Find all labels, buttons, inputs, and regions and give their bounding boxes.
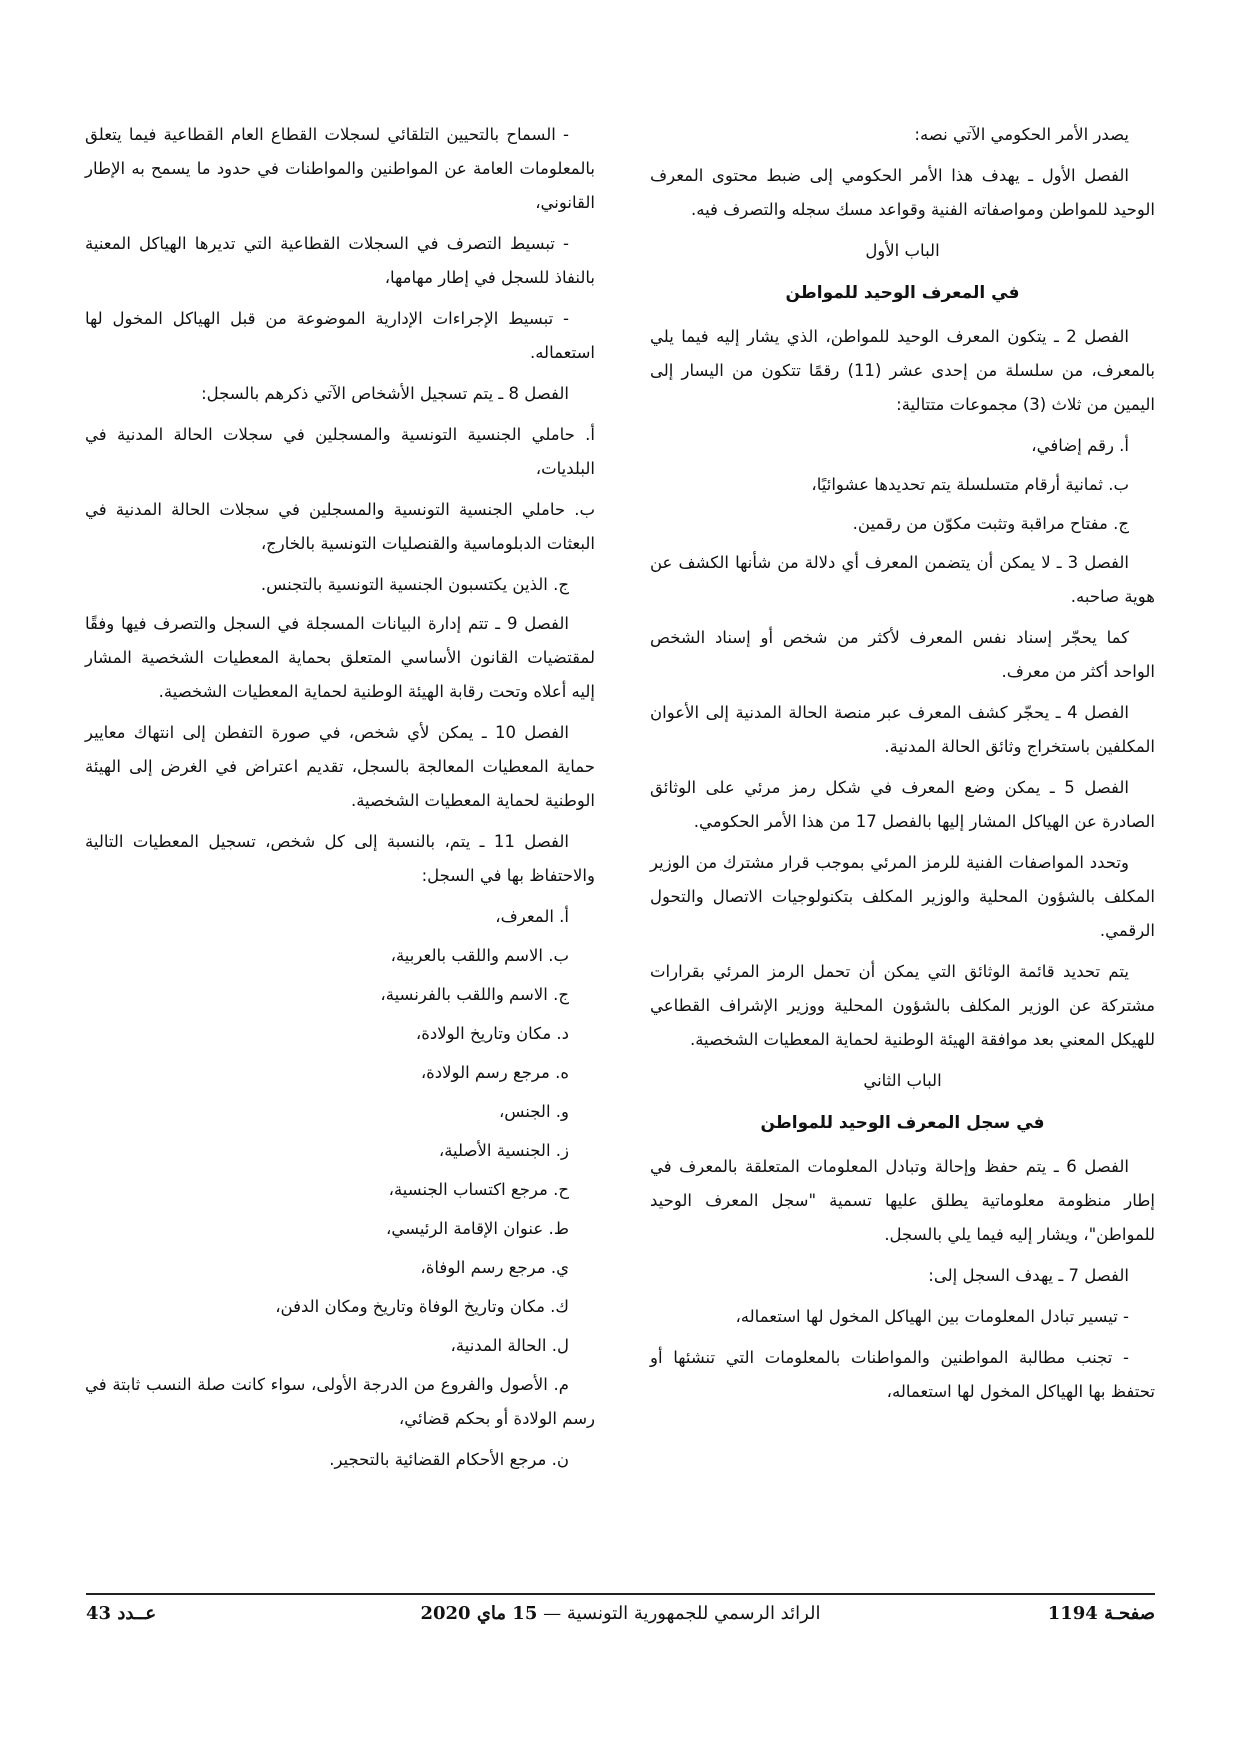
article-5-paragraph-3: يتم تحديد قائمة الوثائق التي يمكن أن تحمل الرمز المرئي بقرارات مشتركة عن الوزير المكلف بالشؤون المحلية ووزير الإشراف القطاعي للهيكل المعني بعد موافقة الهيئة الوطنية لحماية المعطيات الشخصية.	[650, 962, 1155, 1049]
chapter-1-label: الباب الأول	[865, 241, 940, 260]
article-11-item: ح. مرجع اكتساب الجنسية،	[388, 1180, 569, 1199]
article-11-item: د. مكان وتاريخ الولادة،	[415, 1024, 569, 1043]
article-7-item-1: - تيسير تبادل المعلومات بين الهياكل المخول لها استعماله،	[735, 1307, 1129, 1326]
article-11-item-m: م. الأصول والفروع من الدرجة الأولى، سواء كانت صلة النسب ثابتة في رسم الولادة أو بحكم قضائي،	[85, 1375, 595, 1428]
footer-issue-number: عــدد 43	[86, 1603, 157, 1624]
decree-intro: يصدر الأمر الحكومي الآتي نصه:	[914, 125, 1129, 144]
article-2-item-b: ب. ثمانية أرقام متسلسلة يتم تحديدها عشوائيًا،	[811, 475, 1129, 494]
article-2-item-a: أ. رقم إضافي،	[1031, 436, 1129, 455]
article-11-item: ط. عنوان الإقامة الرئيسي،	[386, 1219, 569, 1238]
article-9: الفصل 9 ـ تتم إدارة البيانات المسجلة في السجل والتصرف فيها وفقًا لمقتضيات القانون الأساسي المتعلق بحماية المعطيات الشخصية المشار إليه أعلاه وتحت رقابة الهيئة الوطنية لحماية المعطيات الشخصية.	[85, 614, 595, 701]
footer-divider	[86, 1593, 1155, 1595]
article-11: الفصل 11 ـ يتم، بالنسبة إلى كل شخص، تسجيل المعطيات التالية والاحتفاظ بها في السجل:	[85, 832, 595, 885]
footer-date: 15 ماي 2020	[420, 1603, 538, 1624]
article-11-item: و. الجنس،	[498, 1102, 569, 1121]
article-6: الفصل 6 ـ يتم حفظ وإحالة وتبادل المعلومات المتعلقة بالمعرف في إطار منظومة معلوماتية يطلق عليها تسمية "سجل المعرف الوحيد للمواطن"، ويشار إليه فيما يلي بالسجل.	[650, 1157, 1155, 1244]
article-11-item: ز. الجنسية الأصلية،	[438, 1141, 569, 1160]
article-5: الفصل 5 ـ يمكن وضع المعرف في شكل رمز مرئي على الوثائق الصادرة عن الهياكل المشار إليها بالفصل 17 من هذا الأمر الحكومي.	[650, 778, 1155, 831]
article-11-item: ب. الاسم واللقب بالعربية،	[390, 946, 569, 965]
article-8: الفصل 8 ـ يتم تسجيل الأشخاص الآتي ذكرهم بالسجل:	[201, 384, 569, 403]
footer-journal-name: الرائد الرسمي للجمهورية التونسية —	[543, 1603, 821, 1624]
article-8-item-a: أ. حاملي الجنسية التونسية والمسجلين في سجلات الحالة المدنية في البلديات،	[85, 425, 595, 478]
footer-journal-title	[0, 1603, 1241, 1624]
article-2-item-c: ج. مفتاح مراقبة وتثبت مكوّن من رقمين.	[852, 514, 1129, 533]
right-column	[650, 118, 1155, 1416]
article-11-list	[85, 900, 595, 1477]
article-7-item-4: - تبسيط التصرف في السجلات القطاعية التي تديرها الهياكل المعنية بالنفاذ للسجل في إطار مهامها،	[85, 234, 595, 287]
article-1: الفصل الأول ـ يهدف هذا الأمر الحكومي إلى ضبط محتوى المعرف الوحيد للمواطن ومواصفاته الفنية وقواعد مسك سجله والتصرف فيه.	[650, 166, 1155, 219]
article-7-item-3: - السماح بالتحيين التلقائي لسجلات القطاع العام القطاعية فيما يتعلق بالمعلومات العامة عن المواطنين والمواطنات في حدود ما يسمح به الإطار القانوني،	[85, 125, 595, 212]
chapter-2-label: الباب الثاني	[863, 1071, 942, 1090]
article-11-item: ل. الحالة المدنية،	[450, 1336, 569, 1355]
article-2: الفصل 2 ـ يتكون المعرف الوحيد للمواطن، الذي يشار إليه فيما يلي بالمعرف، من سلسلة من إحدى عشر (11) رقمًا تتكون من اليسار إلى اليمين من ثلاث (3) مجموعات متتالية:	[650, 327, 1155, 414]
article-11-item: ه. مرجع رسم الولادة،	[420, 1063, 569, 1082]
article-7-item-2: - تجنب مطالبة المواطنين والمواطنات بالمعلومات التي تنشئها أو تحتفظ بها الهياكل المخول لها استعماله،	[650, 1348, 1155, 1401]
chapter-1-title: في المعرف الوحيد للمواطن	[785, 283, 1020, 303]
article-3: الفصل 3 ـ لا يمكن أن يتضمن المعرف أي دلالة من شأنها الكشف عن هوية صاحبه.	[650, 553, 1155, 606]
article-11-item-n: ن. مرجع الأحكام القضائية بالتحجير.	[329, 1450, 569, 1469]
article-8-item-c: ج. الذين يكتسبون الجنسية التونسية بالتجنس.	[260, 575, 569, 594]
article-11-item: ك. مكان وتاريخ الوفاة وتاريخ ومكان الدفن،	[275, 1297, 569, 1316]
article-11-item: ي. مرجع رسم الوفاة،	[420, 1258, 569, 1277]
article-4: الفصل 4 ـ يحجّر كشف المعرف عبر منصة الحالة المدنية إلى الأعوان المكلفين باستخراج وثائق الحالة المدنية.	[650, 703, 1155, 756]
footer-page-number: صفحـة 1194	[1047, 1603, 1155, 1624]
article-5-paragraph-2: وتحدد المواصفات الفنية للرمز المرئي بموجب قرار مشترك من الوزير المكلف بالشؤون المحلية والوزير المكلف بتكنولوجيات الاتصال والتحول الرقمي.	[650, 853, 1155, 940]
article-3-paragraph-2: كما يحجّر إسناد نفس المعرف لأكثر من شخص أو إسناد الشخص الواحد أكثر من معرف.	[650, 628, 1155, 681]
left-column	[85, 118, 595, 1482]
article-7-item-5: - تبسيط الإجراءات الإدارية الموضوعة من قبل الهياكل المخول لها استعماله.	[85, 309, 595, 362]
article-11-item: ج. الاسم واللقب بالفرنسية،	[380, 985, 569, 1004]
chapter-2-title: في سجل المعرف الوحيد للمواطن	[760, 1113, 1045, 1133]
article-7: الفصل 7 ـ يهدف السجل إلى:	[928, 1266, 1129, 1285]
article-8-item-b: ب. حاملي الجنسية التونسية والمسجلين في سجلات الحالة المدنية في البعثات الدبلوماسية والقنصليات التونسية بالخارج،	[85, 500, 595, 553]
article-11-item: أ. المعرف،	[495, 907, 569, 926]
article-10: الفصل 10 ـ يمكن لأي شخص، في صورة التفطن إلى انتهاك معايير حماية المعطيات المعالجة بالسجل، تقديم اعتراض في الغرض إلى الهيئة الوطنية لحماية المعطيات الشخصية.	[85, 723, 595, 810]
